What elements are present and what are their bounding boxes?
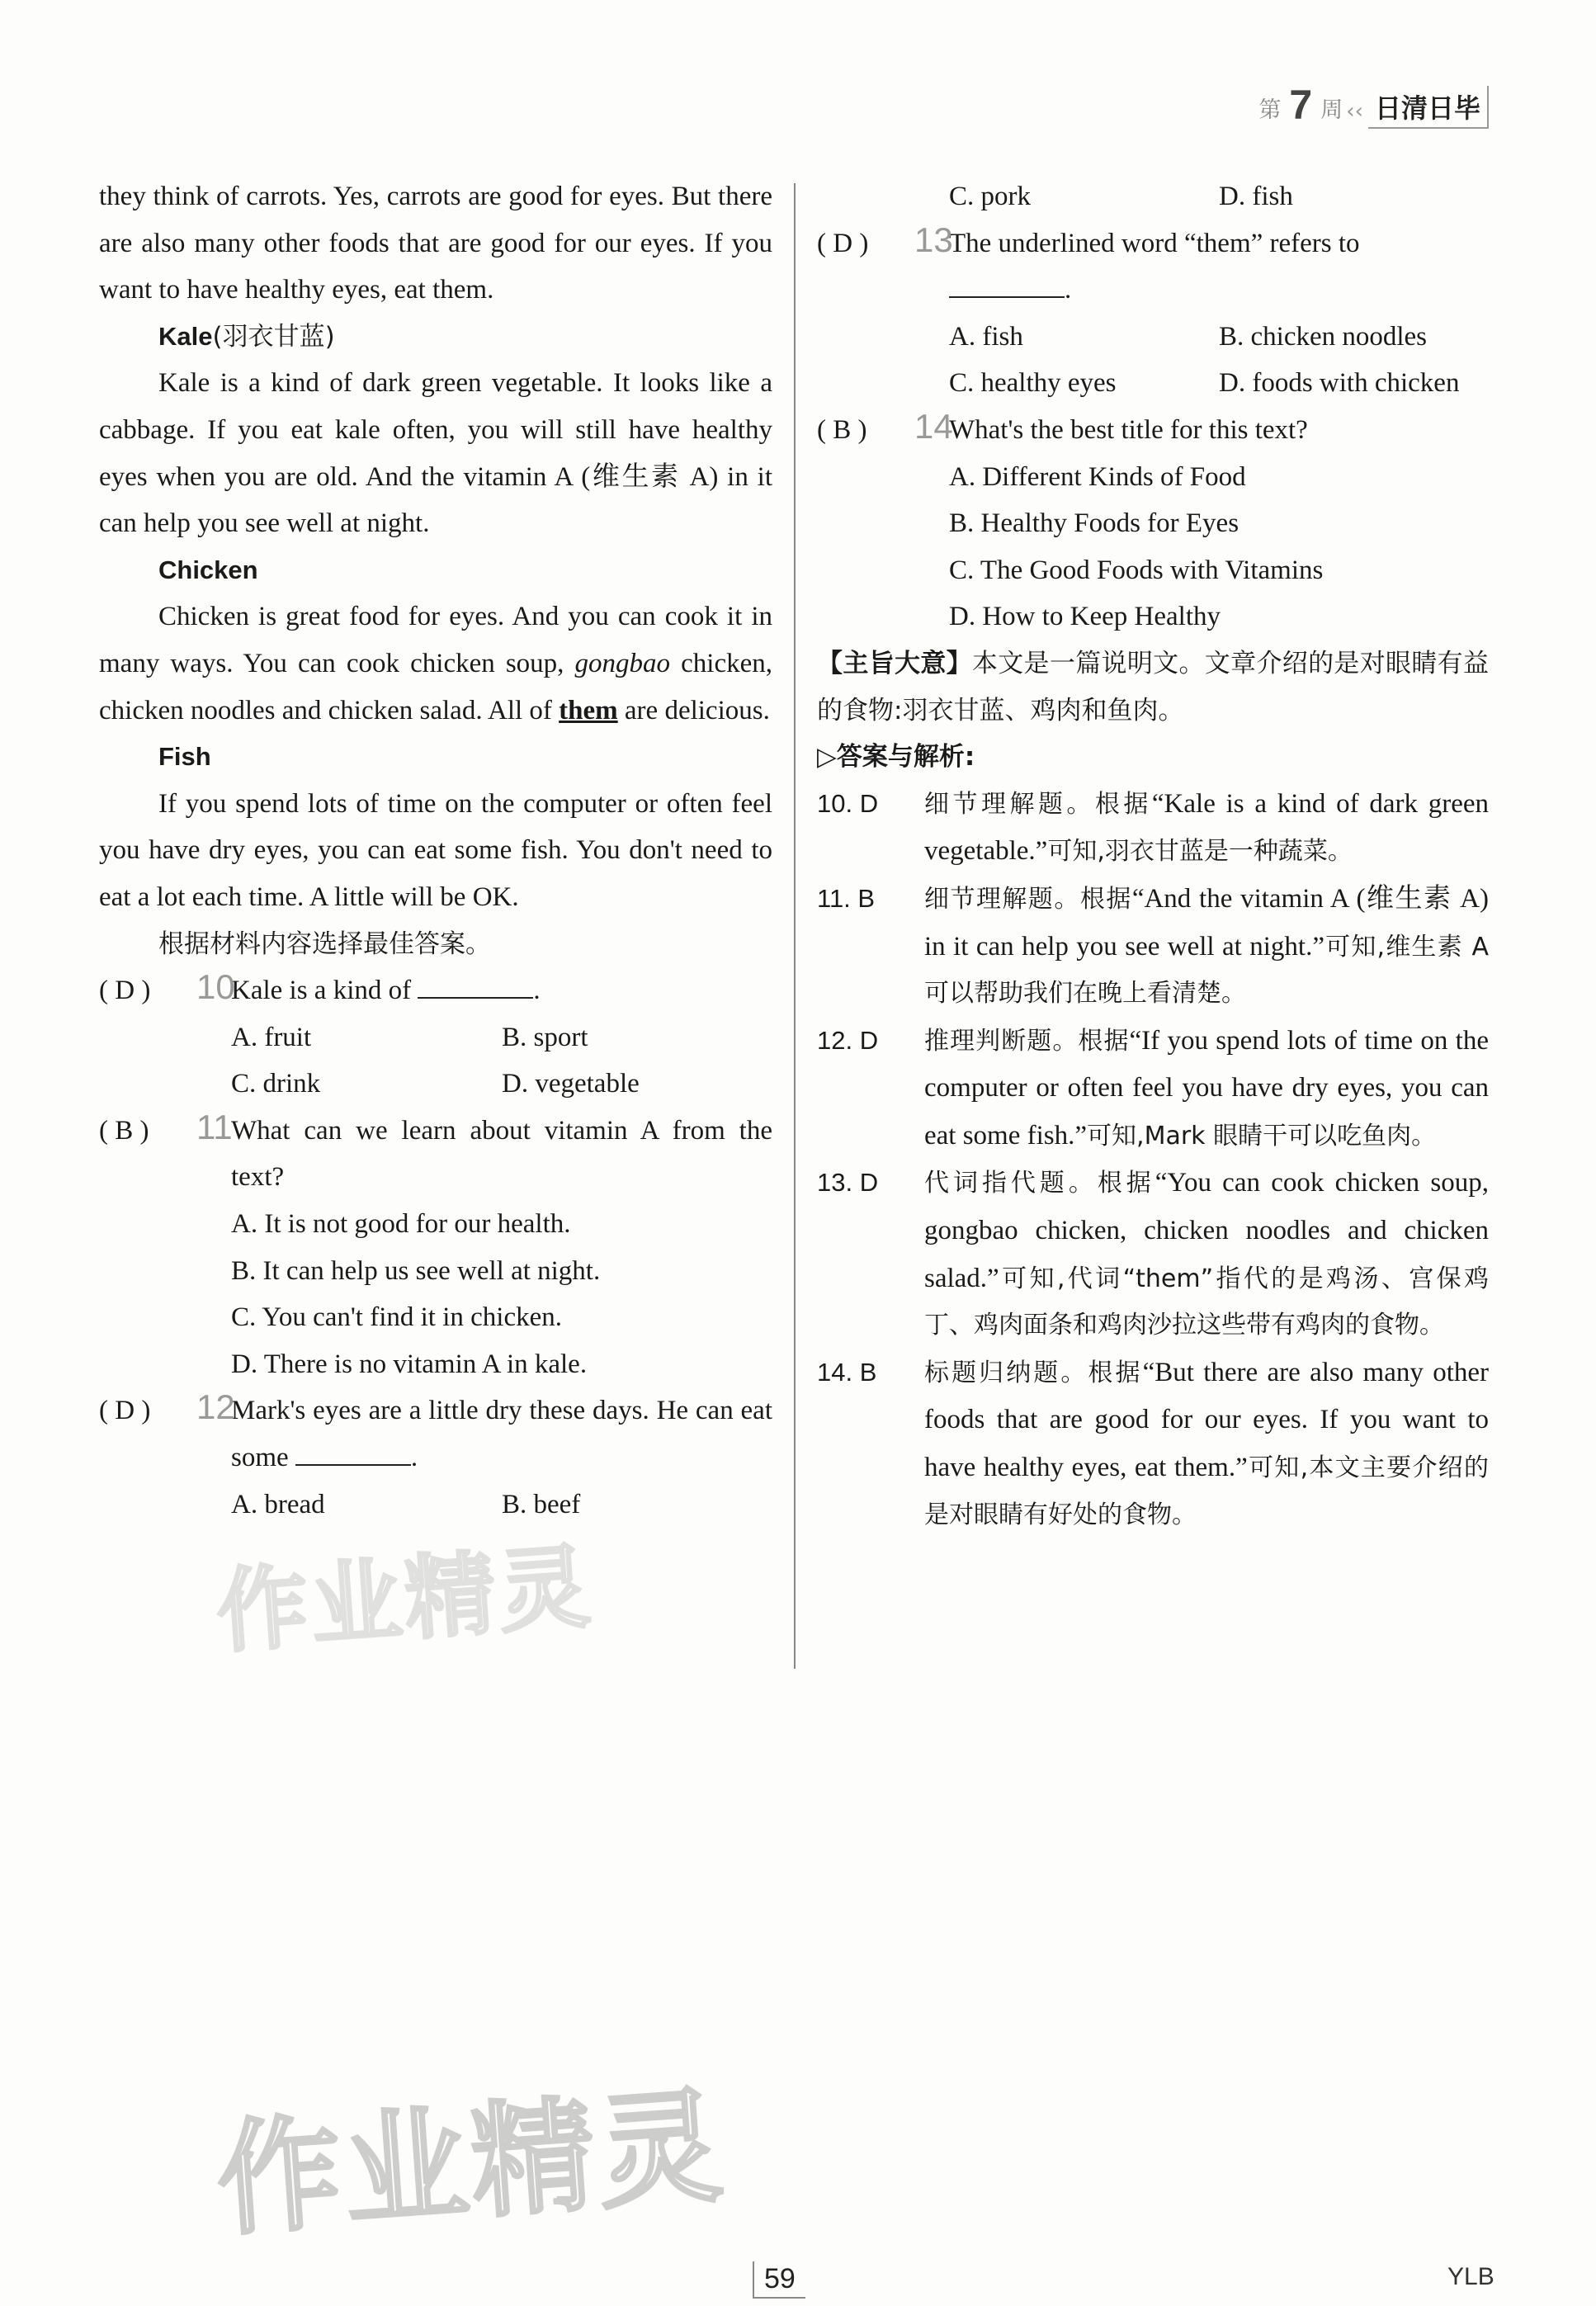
watermark: 作业精灵 xyxy=(213,1533,597,1666)
answer-bracket: ( D ) 10 xyxy=(99,967,235,1007)
chevron-left-icon: ‹‹ xyxy=(1346,99,1363,124)
right-column xyxy=(817,173,1489,1538)
watermark-large: 作业精灵 xyxy=(212,2074,730,2254)
instruction: 根据材料内容选择最佳答案。 xyxy=(158,929,491,959)
footer-code: YLB xyxy=(1447,2263,1494,2290)
chicken-paragraph: Chicken is great food for eyes. And you can cook it in many ways. You can cook chicken soup, gongbao chicken, chicken noodles and chicken salad. All of them are delicious. xyxy=(99,602,773,725)
main-idea: 【主旨大意】本文是一篇说明文。文章介绍的是对眼睛有益的食物:羽衣甘蓝、鸡肉和鱼肉。 xyxy=(817,648,1489,725)
kale-heading: Kale(羽衣甘蓝) xyxy=(158,321,335,352)
answer-blank xyxy=(295,1439,411,1466)
fish-paragraph: If you spend lots of time on the computer or often feel you have dry eyes, you can eat some fish. You don't need to eat a lot each time. A little will be OK. xyxy=(99,788,772,912)
page-number: 59 xyxy=(753,2261,805,2299)
question-14-options: A. Different Kinds of Food B. Healthy Foods for Eyes C. The Good Foods with Vitamins D. How to Keep Healthy xyxy=(949,461,1324,632)
question-11-options: A. It is not good for our health. B. It can help us see well at night. C. You can't find it in chicken. D. There is no vitamin A in kale. xyxy=(231,1209,601,1379)
question-11: ( B ) 11 What can we learn about vitamin A from the text? xyxy=(99,1108,772,1201)
question-13: ( D ) 13 The underlined word “them” refers to . xyxy=(817,220,1489,314)
chicken-heading: Chicken xyxy=(158,555,258,584)
question-12-options-cont: C. pork D. fish xyxy=(949,182,1293,211)
answers-heading: ▷答案与解析: xyxy=(817,742,975,773)
intro-paragraph: they think of carrots. Yes, carrots are good for eyes. But there are also many other foods that are good for our eyes. If you want to have healthy eyes, eat them. xyxy=(99,182,772,305)
answer-bracket: ( D ) 12 xyxy=(99,1387,235,1427)
answer-bracket: ( B ) 14 xyxy=(817,406,953,446)
question-12-options: A. bread B. beef xyxy=(231,1489,581,1519)
question-14: ( B ) 14 What's the best title for this text? xyxy=(817,407,1489,454)
question-10-options: A. fruit B. sport C. drink D. vegetable xyxy=(231,1022,640,1099)
underlined-them: them xyxy=(559,695,618,725)
page-header xyxy=(1255,79,1489,129)
answer-13: 13. D 代词指代题。根据“You can cook chicken soup, gongbao chicken, chicken noodles and chicken salad.”可知,代词“them”指代的是鸡汤、宫保鸡丁、鸡肉面条和鸡肉沙拉这些带有鸡肉的食物。 xyxy=(817,1168,1489,1340)
answer-blank xyxy=(418,972,533,999)
answer-11: 11. B 细节理解题。根据“And the vitamin A (维生素 A) in it can help you see well at night.”可知,维生素 A 可以帮助我们在晚上看清楚。 xyxy=(817,883,1489,1009)
answer-bracket: ( B ) 11 xyxy=(99,1107,233,1146)
question-13-options: A. fish B. chicken noodles C. healthy eyes D. foods with chicken xyxy=(949,321,1460,399)
answer-12: 12. D 推理判断题。根据“If you spend lots of time on the computer or often feel you have dry eyes, you can eat some fish.”可知,Mark 眼睛干可以吃鱼肉。 xyxy=(817,1025,1489,1151)
answer-10: 10. D 细节理解题。根据“Kale is a kind of dark green vegetable.”可知,羽衣甘蓝是一种蔬菜。 xyxy=(817,788,1490,867)
answer-blank xyxy=(949,272,1065,298)
left-column xyxy=(99,173,772,1528)
header-di: 第 xyxy=(1258,97,1282,123)
question-12: ( D ) 12 Mark's eyes are a little dry these days. He can eat some . xyxy=(99,1387,772,1481)
question-10: ( D ) 10 Kale is a kind of . xyxy=(99,967,772,1014)
answer-14: 14. B 标题归纳题。根据“But there are also many other foods that are good for our eyes. If you want to have healthy eyes, eat them.”可知,本文主要介绍的是对眼睛有好处的食物。 xyxy=(817,1357,1489,1529)
kale-paragraph: Kale is a kind of dark green vegetable. It looks like a cabbage. If you eat kale often, you will still have healthy eyes when you are old. And the vitamin A (维生素 A) in it can help you see well at night. xyxy=(99,368,772,539)
header-zhou: 周 xyxy=(1320,97,1343,123)
column-divider xyxy=(794,183,796,1669)
week-number: 7 xyxy=(1289,82,1313,128)
answer-bracket: ( D ) 13 xyxy=(817,220,953,259)
header-title: 日清日毕 xyxy=(1368,86,1489,129)
fish-heading: Fish xyxy=(158,742,211,772)
